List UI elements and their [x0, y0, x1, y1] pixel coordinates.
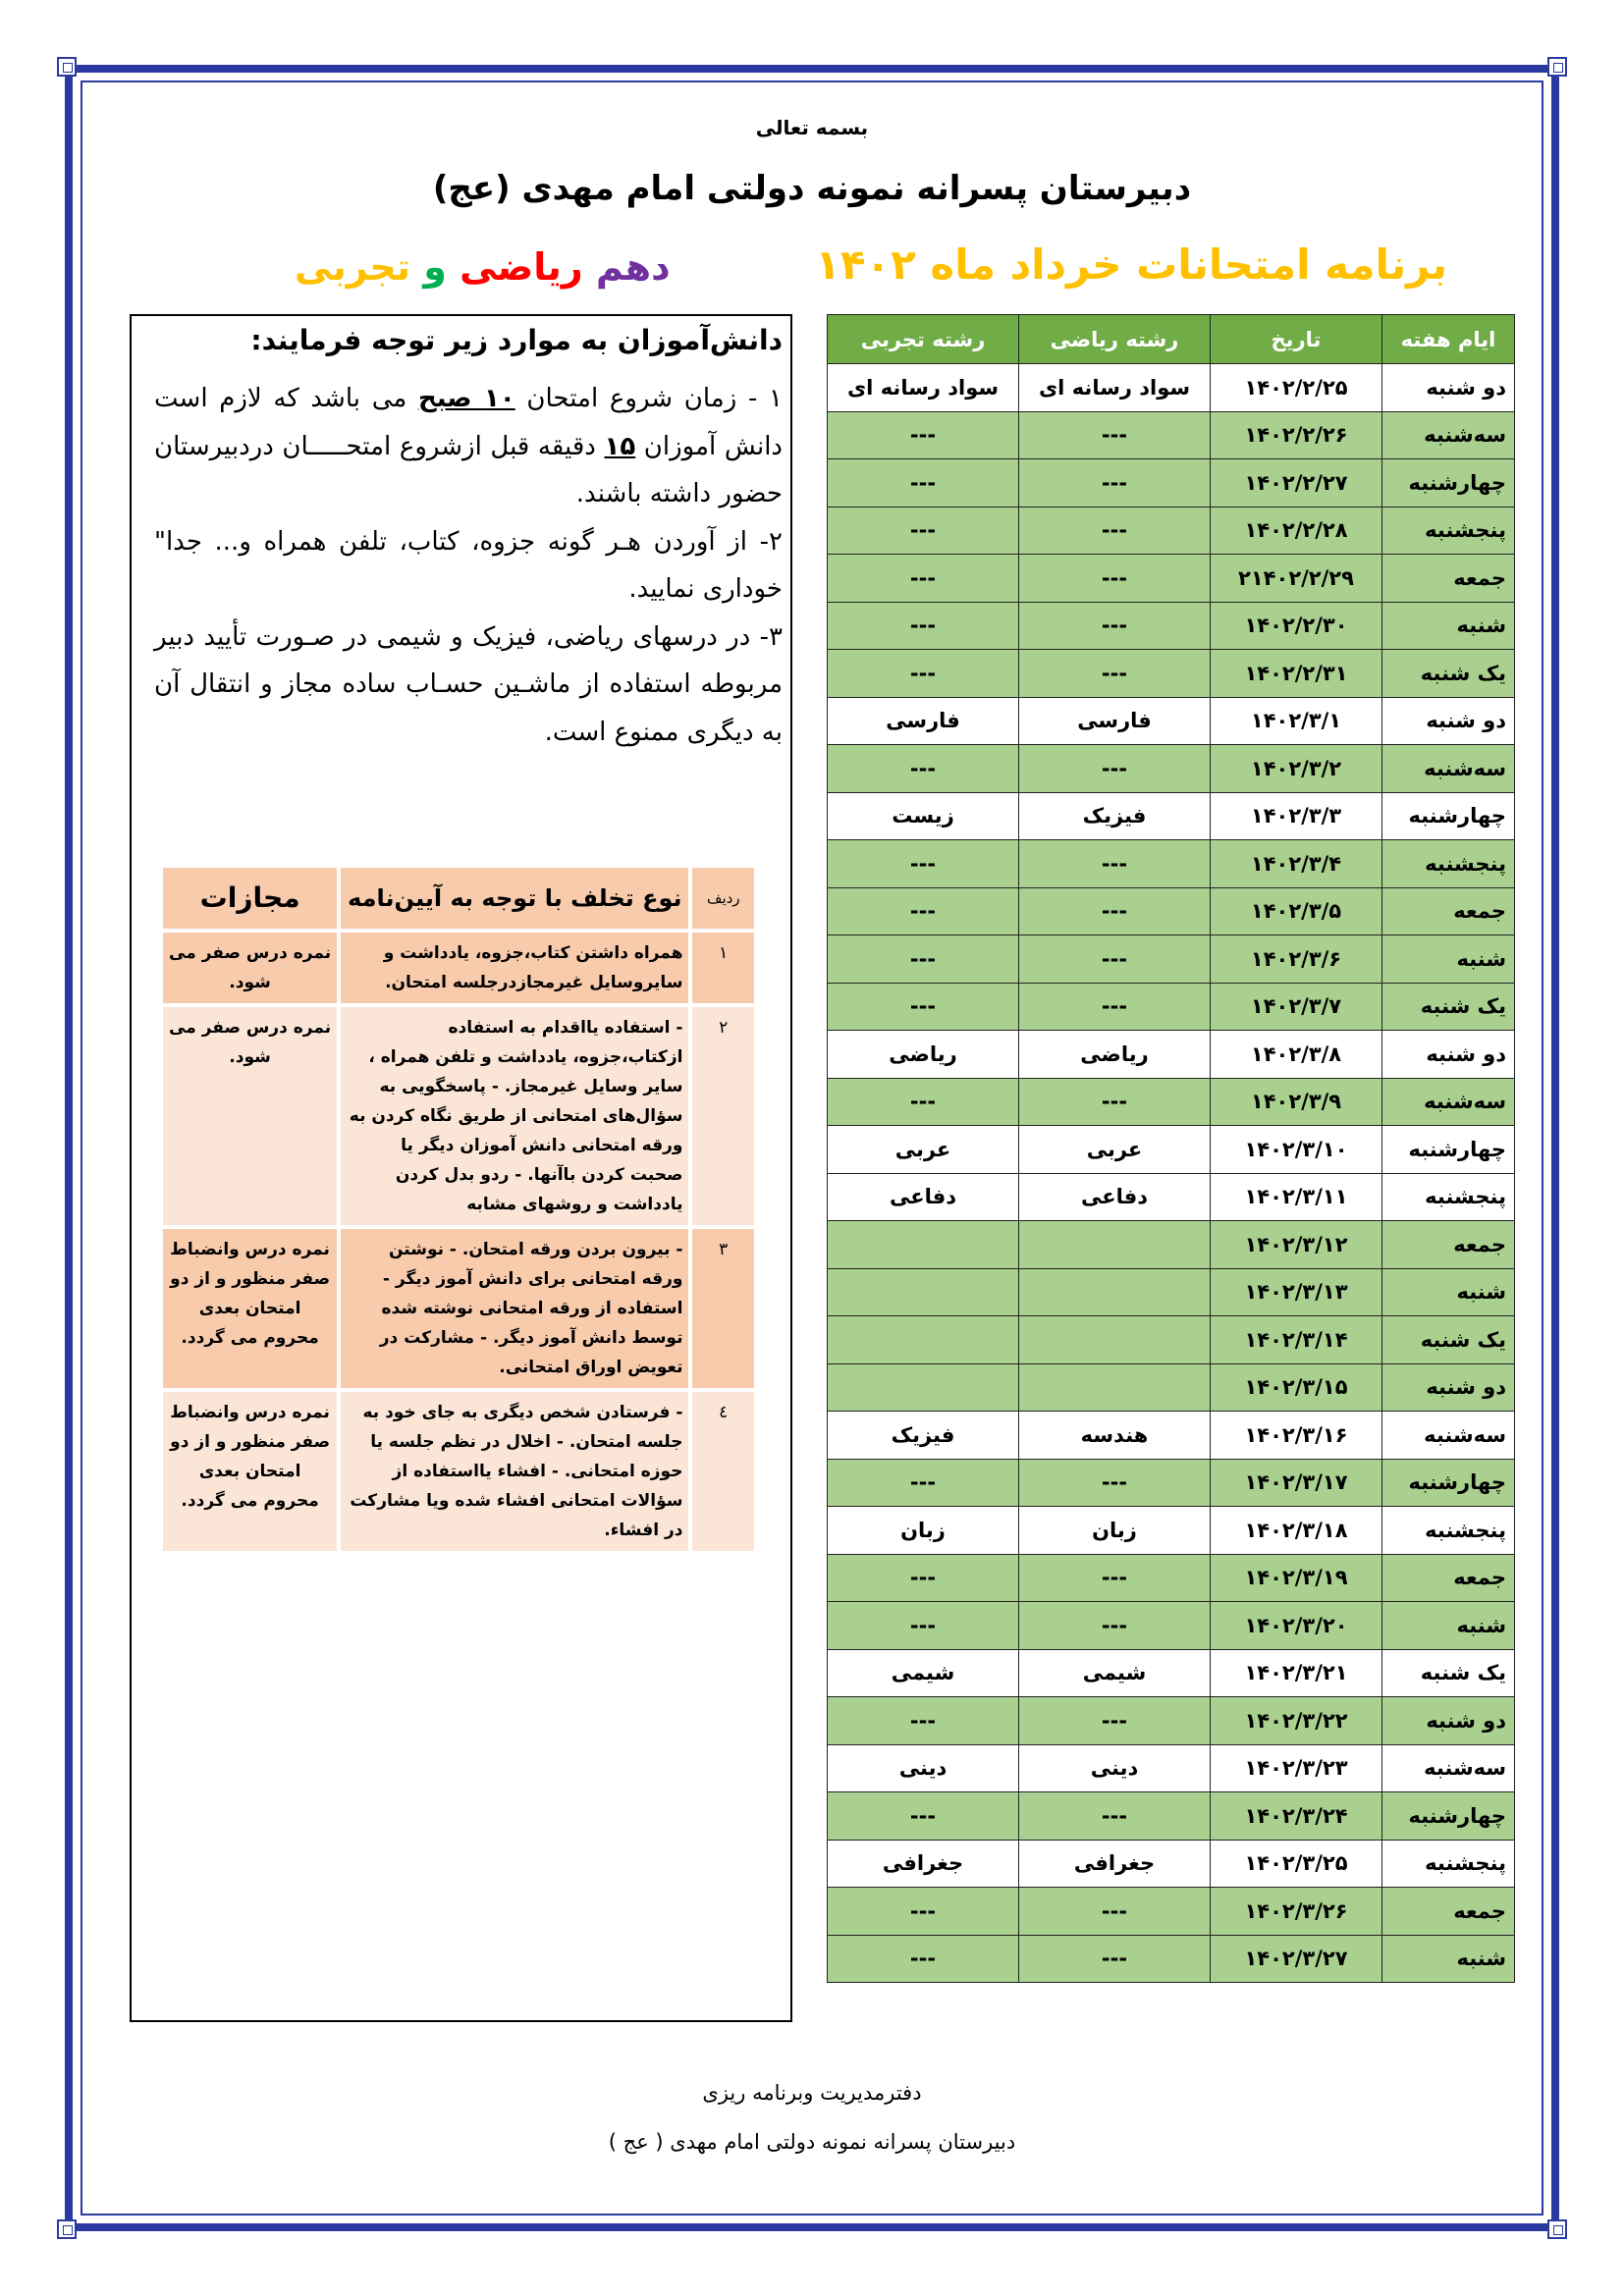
class-title — [295, 245, 671, 289]
note-1-text-b: می باشد که لازم است دانش آموزان — [154, 384, 783, 461]
schedule-bio-cell: --- — [828, 1554, 1019, 1602]
col-header-day: ایام هفته — [1382, 315, 1515, 364]
penalty-row-number: ۱ — [692, 933, 754, 1003]
penalty-punishment: نمره درس صفر می شود. — [163, 933, 337, 1003]
schedule-bio-cell: --- — [828, 507, 1019, 555]
schedule-math-cell: --- — [1019, 1935, 1211, 1983]
penalty-punishment: نمره درس وانضباط صفر منظور و از دو امتحان بعدی محروم می گردد. — [163, 1392, 337, 1551]
schedule-row — [828, 1412, 1515, 1460]
schedule-row — [828, 1363, 1515, 1412]
note-1-text-a: ۱ - زمان شروع امتحان — [514, 384, 784, 413]
schedule-bio-cell: --- — [828, 1792, 1019, 1841]
schedule-day-cell: پنجشنبه — [1382, 507, 1515, 555]
schedule-date-cell: ۱۴۰۲/۳/۲ — [1211, 745, 1382, 793]
penalty-row-number: ۲ — [692, 1007, 754, 1225]
schedule-bio-cell — [828, 1268, 1019, 1316]
schedule-row — [828, 1507, 1515, 1555]
schedule-bio-cell: --- — [828, 1459, 1019, 1507]
schedule-row — [828, 1031, 1515, 1079]
schedule-bio-cell: --- — [828, 1697, 1019, 1745]
schedule-bio-cell: --- — [828, 650, 1019, 698]
schedule-day-cell: دو شنبه — [1382, 697, 1515, 745]
penalty-violation: - بیرون بردن ورقه امتحان. - نوشتن ورقه امتحانی برای دانش آموز دیگر - استفاده از ورقه امتحانی نوشته شده توسط دانش آموز دیگر. - مشارکت در تعویض اوراق امتحانی. — [341, 1229, 688, 1388]
corner-ornament — [57, 2219, 77, 2239]
corner-ornament — [1547, 2219, 1567, 2239]
schedule-date-cell: ۱۴۰۲/۲/۲۶ — [1211, 411, 1382, 459]
schedule-math-cell: عربی — [1019, 1126, 1211, 1174]
schedule-date-cell: ۱۴۰۲/۳/۱۸ — [1211, 1507, 1382, 1555]
schedule-date-cell: ۱۴۰۲/۳/۱ — [1211, 697, 1382, 745]
schedule-bio-cell — [828, 1221, 1019, 1269]
schedule-date-cell: ۱۴۰۲/۳/۸ — [1211, 1031, 1382, 1079]
schedule-date-cell: ۱۴۰۲/۲/۳۰ — [1211, 602, 1382, 650]
schedule-row — [828, 745, 1515, 793]
school-title: دبیرستان پسرانه نمونه دولتی امام مهدی (عج) — [432, 169, 1192, 208]
schedule-math-cell: --- — [1019, 983, 1211, 1031]
schedule-math-cell: فارسی — [1019, 697, 1211, 745]
schedule-bio-cell — [828, 1316, 1019, 1364]
schedule-math-cell: --- — [1019, 745, 1211, 793]
note-1-minutes: ۱۵ — [604, 431, 636, 461]
schedule-row — [828, 1649, 1515, 1697]
schedule-date-cell: ۱۴۰۲/۳/۲۲ — [1211, 1697, 1382, 1745]
schedule-row — [828, 1888, 1515, 1936]
schedule-day-cell: شنبه — [1382, 935, 1515, 984]
schedule-math-cell: سواد رسانه ای — [1019, 364, 1211, 412]
schedule-math-cell: --- — [1019, 1078, 1211, 1126]
schedule-row — [828, 1126, 1515, 1174]
schedule-day-cell: سه‌شنبه — [1382, 1078, 1515, 1126]
schedule-math-cell: --- — [1019, 1459, 1211, 1507]
notes-heading: دانش‌آموزان به موارد زیر توجه فرمایند: — [250, 324, 783, 356]
schedule-day-cell: جمعه — [1382, 1221, 1515, 1269]
schedule-day-cell: چهارشنبه — [1382, 1459, 1515, 1507]
schedule-row — [828, 887, 1515, 935]
schedule-day-cell: جمعه — [1382, 1554, 1515, 1602]
schedule-bio-cell: سواد رسانه ای — [828, 364, 1019, 412]
penalty-punishment: نمره درس صفر می شود. — [163, 1007, 337, 1225]
schedule-math-cell: جغرافی — [1019, 1840, 1211, 1888]
basmala: بسمه تعالی — [755, 116, 869, 139]
schedule-math-cell: --- — [1019, 1602, 1211, 1650]
schedule-date-cell: ۱۴۰۲/۳/۱۳ — [1211, 1268, 1382, 1316]
schedule-date-cell: ۱۴۰۲/۳/۶ — [1211, 935, 1382, 984]
schedule-bio-cell: --- — [828, 983, 1019, 1031]
penalty-punishment: نمره درس وانضباط صفر منظور و از دو امتحان بعدی محروم می گردد. — [163, 1229, 337, 1388]
schedule-day-cell: سه‌شنبه — [1382, 411, 1515, 459]
note-1-text-c: دقیقه قبل ازشروع امتحـــــان دردبیرستان حضور داشته باشند. — [154, 431, 783, 508]
footer-office: دفترمدیریت وبرنامه ریزی — [702, 2081, 922, 2105]
schedule-row — [828, 1221, 1515, 1269]
schedule-date-cell: ۱۴۰۲/۳/۱۴ — [1211, 1316, 1382, 1364]
schedule-bio-cell: فیزیک — [828, 1412, 1019, 1460]
schedule-day-cell: پنجشنبه — [1382, 1173, 1515, 1221]
col-header-date: تاریخ — [1211, 315, 1382, 364]
schedule-bio-cell: زبان — [828, 1507, 1019, 1555]
schedule-bio-cell: ریاضی — [828, 1031, 1019, 1079]
schedule-math-cell: --- — [1019, 507, 1211, 555]
schedule-day-cell: یک شنبه — [1382, 983, 1515, 1031]
corner-ornament — [57, 57, 77, 77]
schedule-row — [828, 792, 1515, 840]
exam-schedule-table — [827, 314, 1515, 1983]
schedule-day-cell: چهارشنبه — [1382, 1126, 1515, 1174]
schedule-date-cell: ۱۴۰۲/۲/۳۱ — [1211, 650, 1382, 698]
col-header-bio: رشته تجربی — [828, 315, 1019, 364]
schedule-bio-cell: --- — [828, 935, 1019, 984]
schedule-bio-cell: --- — [828, 887, 1019, 935]
schedule-day-cell: دو شنبه — [1382, 364, 1515, 412]
schedule-bio-cell — [828, 1363, 1019, 1412]
schedule-row — [828, 1602, 1515, 1650]
schedule-date-cell: ۱۴۰۲/۳/۴ — [1211, 840, 1382, 888]
schedule-row — [828, 1268, 1515, 1316]
schedule-math-cell: --- — [1019, 935, 1211, 984]
schedule-day-cell: سه‌شنبه — [1382, 1744, 1515, 1792]
schedule-date-cell: ۱۴۰۲/۳/۵ — [1211, 887, 1382, 935]
schedule-day-cell: سه‌شنبه — [1382, 1412, 1515, 1460]
notes-body — [154, 375, 783, 756]
schedule-day-cell: چهارشنبه — [1382, 459, 1515, 507]
schedule-date-cell: ۱۴۰۲/۳/۱۶ — [1211, 1412, 1382, 1460]
col-header-row-number: ردیف — [692, 868, 754, 929]
schedule-day-cell: شنبه — [1382, 1935, 1515, 1983]
class-title-grade: دهم — [595, 245, 671, 289]
schedule-bio-cell: دفاعی — [828, 1173, 1019, 1221]
schedule-day-cell: یک شنبه — [1382, 1316, 1515, 1364]
col-header-math: رشته ریاضی — [1019, 315, 1211, 364]
schedule-bio-cell: عربی — [828, 1126, 1019, 1174]
schedule-math-cell: شیمی — [1019, 1649, 1211, 1697]
schedule-row — [828, 411, 1515, 459]
schedule-day-cell: دو شنبه — [1382, 1031, 1515, 1079]
schedule-math-cell: --- — [1019, 1697, 1211, 1745]
schedule-bio-cell: --- — [828, 1602, 1019, 1650]
schedule-day-cell: چهارشنبه — [1382, 792, 1515, 840]
schedule-bio-cell: --- — [828, 1935, 1019, 1983]
schedule-bio-cell: --- — [828, 459, 1019, 507]
schedule-math-cell: هندسه — [1019, 1412, 1211, 1460]
schedule-bio-cell: --- — [828, 555, 1019, 603]
schedule-date-cell: ۱۴۰۲/۳/۱۵ — [1211, 1363, 1382, 1412]
schedule-bio-cell: --- — [828, 1888, 1019, 1936]
schedule-row — [828, 840, 1515, 888]
schedule-math-cell: --- — [1019, 555, 1211, 603]
penalty-violation: - استفاده یااقدام به استفاده ازکتاب،جزوه، یادداشت و تلفن همراه ، سایر وسایل غیرمجاز. - پاسخگویی به سؤال‌های امتحانی از طریق نگاه کردن به ورقه امتحانی دانش آموزان دیگر یا صحبت کردن باآنها. - ردو بدل کردن یادداشت و روشهای مشابه — [341, 1007, 688, 1225]
schedule-row — [828, 1840, 1515, 1888]
schedule-math-cell: --- — [1019, 840, 1211, 888]
schedule-date-cell: ۱۴۰۲/۳/۲۷ — [1211, 1935, 1382, 1983]
penalty-row-number: ۳ — [692, 1229, 754, 1388]
schedule-math-cell: دینی — [1019, 1744, 1211, 1792]
class-title-math: ریاضی — [460, 245, 583, 289]
schedule-day-cell: شنبه — [1382, 1602, 1515, 1650]
penalty-row — [163, 1007, 754, 1225]
schedule-bio-cell: --- — [828, 1078, 1019, 1126]
penalty-row — [163, 1229, 754, 1388]
schedule-date-cell: ۱۴۰۲/۳/۲۱ — [1211, 1649, 1382, 1697]
note-1-start-time: ۱۰ صبح — [417, 384, 515, 413]
schedule-row — [828, 1078, 1515, 1126]
schedule-date-cell: ۲۱۴۰۲/۲/۲۹ — [1211, 555, 1382, 603]
schedule-bio-cell: شیمی — [828, 1649, 1019, 1697]
penalties-body — [163, 933, 754, 1551]
schedule-row — [828, 935, 1515, 984]
schedule-row — [828, 364, 1515, 412]
footer-school: دبیرستان پسرانه نمونه دولتی امام مهدی ( عج ) — [608, 2130, 1016, 2154]
schedule-bio-cell: دینی — [828, 1744, 1019, 1792]
penalty-row-number: ٤ — [692, 1392, 754, 1551]
schedule-day-cell: یک شنبه — [1382, 650, 1515, 698]
class-title-and: و — [423, 245, 447, 289]
schedule-math-cell: --- — [1019, 887, 1211, 935]
schedule-math-cell: --- — [1019, 602, 1211, 650]
schedule-date-cell: ۱۴۰۲/۳/۱۷ — [1211, 1459, 1382, 1507]
schedule-day-cell: شنبه — [1382, 1268, 1515, 1316]
schedule-math-cell: --- — [1019, 1554, 1211, 1602]
schedule-row — [828, 602, 1515, 650]
schedule-row — [828, 1792, 1515, 1841]
schedule-date-cell: ۱۴۰۲/۳/۱۱ — [1211, 1173, 1382, 1221]
penalty-violation: همراه داشتن کتاب،جزوه، یادداشت و سایروسایل غیرمجازدرجلسه امتحان. — [341, 933, 688, 1003]
schedule-row — [828, 697, 1515, 745]
schedule-date-cell: ۱۴۰۲/۲/۲۵ — [1211, 364, 1382, 412]
schedule-math-cell: دفاعی — [1019, 1173, 1211, 1221]
schedule-day-cell: سه‌شنبه — [1382, 745, 1515, 793]
schedule-row — [828, 1316, 1515, 1364]
schedule-row — [828, 507, 1515, 555]
schedule-row — [828, 1935, 1515, 1983]
schedule-day-cell: شنبه — [1382, 602, 1515, 650]
note-3: ۳- در درسهای ریاضی، فیزیک و شیمی در صـورت تأیید دبیر مربوطه استفاده از ماشـین حسـاب ساده مجاز و انتقال آن به دیگری ممنوع است. — [154, 621, 783, 747]
schedule-math-cell — [1019, 1316, 1211, 1364]
schedule-bio-cell: --- — [828, 411, 1019, 459]
corner-ornament — [1547, 57, 1567, 77]
schedule-bio-cell: جغرافی — [828, 1840, 1019, 1888]
penalty-row — [163, 933, 754, 1003]
schedule-day-cell: پنجشنبه — [1382, 1507, 1515, 1555]
schedule-math-cell — [1019, 1268, 1211, 1316]
schedule-date-cell: ۱۴۰۲/۳/۲۵ — [1211, 1840, 1382, 1888]
schedule-bio-cell: --- — [828, 745, 1019, 793]
schedule-day-cell: پنجشنبه — [1382, 1840, 1515, 1888]
class-title-bio: تجربی — [295, 245, 411, 289]
schedule-bio-cell: --- — [828, 840, 1019, 888]
schedule-day-cell: دو شنبه — [1382, 1363, 1515, 1412]
schedule-date-cell: ۱۴۰۲/۳/۱۹ — [1211, 1554, 1382, 1602]
schedule-body — [828, 364, 1515, 1983]
schedule-bio-cell: زیست — [828, 792, 1019, 840]
schedule-date-cell: ۱۴۰۲/۲/۲۷ — [1211, 459, 1382, 507]
schedule-row — [828, 555, 1515, 603]
schedule-day-cell: جمعه — [1382, 1888, 1515, 1936]
schedule-day-cell: یک شنبه — [1382, 1649, 1515, 1697]
schedule-row — [828, 1173, 1515, 1221]
note-1 — [154, 375, 783, 518]
penalty-row — [163, 1392, 754, 1551]
schedule-bio-cell: فارسی — [828, 697, 1019, 745]
schedule-date-cell: ۱۴۰۲/۲/۲۸ — [1211, 507, 1382, 555]
penalty-violation: - فرستادن شخص دیگری به جای خود به جلسه امتحان. - اخلال در نظم جلسه یا حوزه امتحانی. - افشاء یااستفاده از سؤالات امتحانی افشاء شده ویا مشارکت در افشاء. — [341, 1392, 688, 1551]
schedule-bio-cell: --- — [828, 602, 1019, 650]
col-header-violation: نوع تخلف با توجه به آیین‌نامه — [341, 868, 688, 929]
schedule-date-cell: ۱۴۰۲/۳/۱۲ — [1211, 1221, 1382, 1269]
schedule-date-cell: ۱۴۰۲/۳/۳ — [1211, 792, 1382, 840]
schedule-math-cell — [1019, 1363, 1211, 1412]
exam-title: برنامه امتحانات خرداد ماه ۱۴۰۲ — [815, 240, 1447, 289]
col-header-penalty: مجازات — [163, 868, 337, 929]
schedule-math-cell: --- — [1019, 411, 1211, 459]
schedule-math-cell: --- — [1019, 459, 1211, 507]
schedule-day-cell: دو شنبه — [1382, 1697, 1515, 1745]
schedule-date-cell: ۱۴۰۲/۳/۲۴ — [1211, 1792, 1382, 1841]
schedule-day-cell: جمعه — [1382, 555, 1515, 603]
schedule-date-cell: ۱۴۰۲/۳/۱۰ — [1211, 1126, 1382, 1174]
schedule-date-cell: ۱۴۰۲/۳/۲۰ — [1211, 1602, 1382, 1650]
schedule-math-cell — [1019, 1221, 1211, 1269]
schedule-day-cell: چهارشنبه — [1382, 1792, 1515, 1841]
schedule-math-cell: --- — [1019, 650, 1211, 698]
schedule-math-cell: --- — [1019, 1888, 1211, 1936]
schedule-math-cell: زبان — [1019, 1507, 1211, 1555]
schedule-row — [828, 1744, 1515, 1792]
schedule-day-cell: پنجشنبه — [1382, 840, 1515, 888]
schedule-row — [828, 983, 1515, 1031]
penalties-table — [159, 864, 758, 1555]
schedule-date-cell: ۱۴۰۲/۳/۲۳ — [1211, 1744, 1382, 1792]
schedule-math-cell: --- — [1019, 1792, 1211, 1841]
schedule-row — [828, 1554, 1515, 1602]
schedule-row — [828, 650, 1515, 698]
schedule-row — [828, 1697, 1515, 1745]
schedule-date-cell: ۱۴۰۲/۳/۲۶ — [1211, 1888, 1382, 1936]
schedule-row — [828, 1459, 1515, 1507]
schedule-math-cell: ریاضی — [1019, 1031, 1211, 1079]
schedule-math-cell: فیزیک — [1019, 792, 1211, 840]
schedule-row — [828, 459, 1515, 507]
schedule-date-cell: ۱۴۰۲/۳/۷ — [1211, 983, 1382, 1031]
schedule-day-cell: جمعه — [1382, 887, 1515, 935]
schedule-date-cell: ۱۴۰۲/۳/۹ — [1211, 1078, 1382, 1126]
note-2: ۲- از آوردن هـر گونه جزوه، کتاب، تلفن همراه و... جدا" خوداری نمایید. — [154, 526, 783, 604]
